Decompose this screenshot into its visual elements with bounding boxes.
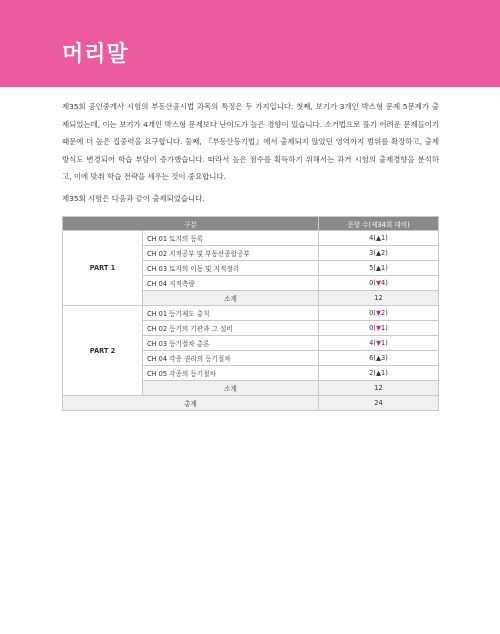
count-cell	[319, 261, 439, 276]
count-value: 2	[369, 369, 374, 377]
part-label: PART 1	[63, 231, 143, 306]
paren-close: )	[385, 324, 388, 332]
total-label: 총계	[63, 396, 319, 411]
paren-open: (	[373, 234, 376, 242]
count-cell	[319, 336, 439, 351]
count-cell	[319, 246, 439, 261]
part-label: PART 2	[63, 306, 143, 396]
score-table	[62, 216, 439, 411]
change-value: 1	[381, 264, 386, 272]
paren-open: (	[373, 279, 376, 287]
change-value: 2	[381, 309, 386, 317]
paren-close: )	[385, 234, 388, 242]
count-value: 0	[369, 324, 374, 332]
intro-paragraph: 제35회 공인중개사 시험의 부동산공시법 과목의 특징은 두 가지입니다. 첫째, 보기가 3개인 박스형 문제 5문제가 출제되었는데, 이는 보기가 4개인 박스형 문제보다 난이도가 높은 경향이 있습니다. 소거법으로 풀기 어려운 문제들이기 때문에 더 높은 집중력을 요구합니다. 둘째, 『부동산등기법』에서 출제되지 않았던 영역까지 범위를 확장하고, 출제방식도 변경되어 학습 부담이 증가했습니다. 따라서 높은 점수를 획득하기 위해서는 과거 시험의 출제경향을 분석하고, 이에 맞춰 학습 전략을 세우는 것이 중요합니다.	[62, 102, 439, 181]
paren-open: (	[373, 264, 376, 272]
subtotal-label: 소계	[143, 291, 319, 306]
paren-close: )	[385, 249, 388, 257]
paren-close: )	[385, 354, 388, 362]
count-value: 4	[369, 339, 374, 347]
paren-close: )	[385, 339, 388, 347]
paren-close: )	[385, 279, 388, 287]
table-caption: 제35회 시험은 다음과 같이 출제되었습니다.	[62, 194, 205, 203]
paren-open: (	[373, 339, 376, 347]
count-value: 4	[369, 234, 374, 242]
chapter-label: CH 02 등기의 기관과 그 설비	[143, 321, 319, 336]
change-value: 4	[381, 279, 386, 287]
total-row	[63, 396, 439, 411]
count-value: 0	[369, 309, 374, 317]
paren-open: (	[373, 369, 376, 377]
down-arrow-icon: ▼	[375, 324, 382, 332]
chapter-label: CH 04 각종 권리의 등기절차	[143, 351, 319, 366]
up-arrow-icon: ▲	[375, 264, 382, 272]
total-value: 24	[319, 396, 439, 411]
table-body	[63, 231, 439, 411]
count-cell	[319, 321, 439, 336]
chapter-label: CH 03 등기절차 총론	[143, 336, 319, 351]
down-arrow-icon: ▼	[375, 339, 382, 347]
change-value: 2	[381, 249, 386, 257]
count-cell	[319, 366, 439, 381]
paren-open: (	[373, 249, 376, 257]
chapter-label: CH 04 지적측량	[143, 276, 319, 291]
subtotal-value: 12	[319, 381, 439, 396]
up-arrow-icon: ▲	[375, 249, 382, 257]
count-value: 6	[369, 354, 374, 362]
header-division: 구분	[63, 217, 319, 231]
count-value: 0	[369, 279, 374, 287]
paren-close: )	[385, 369, 388, 377]
change-value: 1	[381, 324, 386, 332]
paren-open: (	[373, 324, 376, 332]
count-cell	[319, 351, 439, 366]
down-arrow-icon: ▼	[375, 309, 382, 317]
count-cell	[319, 306, 439, 321]
up-arrow-icon: ▲	[375, 369, 382, 377]
page-title: 머리말	[62, 42, 129, 67]
paren-open: (	[373, 309, 376, 317]
change-value: 3	[381, 354, 386, 362]
paren-close: )	[385, 264, 388, 272]
paren-open: (	[373, 354, 376, 362]
paren-close: )	[385, 309, 388, 317]
count-cell	[319, 276, 439, 291]
change-value: 1	[381, 339, 386, 347]
up-arrow-icon: ▲	[375, 354, 382, 362]
table-row	[63, 231, 439, 246]
table-header-row	[63, 217, 439, 231]
change-value: 1	[381, 234, 386, 242]
change-value: 1	[381, 369, 386, 377]
count-value: 3	[369, 249, 374, 257]
header-count: 문항 수(제34회 대비)	[319, 217, 439, 231]
up-arrow-icon: ▲	[375, 234, 382, 242]
table-row	[63, 306, 439, 321]
chapter-label: CH 03 토지의 이동 및 지적정리	[143, 261, 319, 276]
count-cell	[319, 231, 439, 246]
subtotal-value: 12	[319, 291, 439, 306]
chapter-label: CH 05 각종의 등기절차	[143, 366, 319, 381]
chapter-label: CH 01 토지의 등록	[143, 231, 319, 246]
count-value: 5	[369, 264, 374, 272]
down-arrow-icon: ▼	[375, 279, 382, 287]
chapter-label: CH 02 지적공부 및 부동산종합공부	[143, 246, 319, 261]
chapter-label: CH 01 등기제도 총칙	[143, 306, 319, 321]
subtotal-label: 소계	[143, 381, 319, 396]
